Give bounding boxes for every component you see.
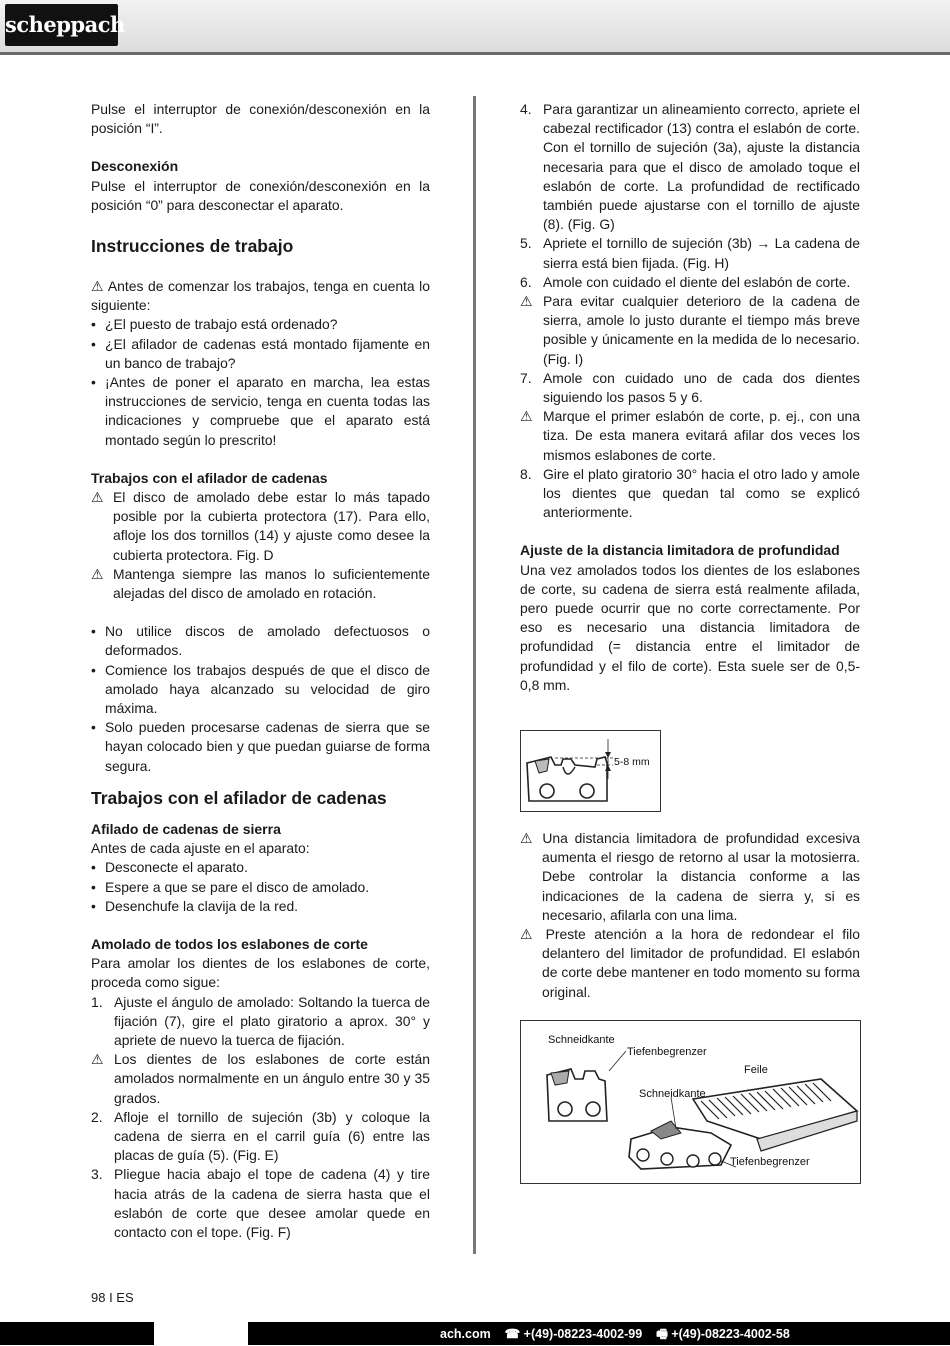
step-text: Amole con cuidado el diente del eslabón de corte. [543,273,851,290]
warning-icon: ⚠ [520,293,533,310]
warning-text: Mantenga siempre las manos lo suficientemente alejadas del disco de amolado en rotación. [113,565,430,602]
warning-text: Marque el primer eslabón de corte, p. ej., con una tiza. De esta manera evitará afilar dos veces los mismos eslabones de corte. [543,408,860,463]
step-text: Ajuste el ángulo de amolado: Soltando la tuerca de fijación (7), gire el plato giratorio a aprox. 30° y apriete de nuevo la tuerca de fijación. [114,993,430,1048]
page-header [0,0,950,55]
footer-white-block [154,1322,248,1345]
step-text: Afloje el tornillo de sujeción (3b) y coloque la cadena de sierra en el carril guía (6) entre las placas de guía (5). (Fig. E) [114,1108,430,1164]
warning-block [91,488,430,565]
file-sharpening-figure [520,1020,861,1184]
bullet-list [91,622,430,776]
heading-trabajos-afilador: Trabajos con el afilador de cadenas [91,787,387,808]
right-column [520,100,860,695]
fig-label-tiefenbegrenzer-1: Tiefenbegrenzer [627,1046,707,1058]
fig-label-feile: Feile [744,1064,768,1076]
step-item [91,1165,430,1242]
paragraph: Antes de cada ajuste en el aparato: [91,840,310,857]
step-number: 1. [91,993,103,1010]
warning-block [520,925,860,1002]
step-item [91,1108,430,1166]
step-text: Pliegue hacia abajo el tope de cadena (4) y tire hacia atrás de la cadena de sierra hasta que el eslabón de corte que desee amolar quede en contacto con el tope. (Fig. F) [114,1166,430,1240]
warning-icon: ⚠ [520,830,543,846]
step-number: 6. [520,273,532,290]
column-divider [473,96,476,1254]
heading-afilado: Afilado de cadenas de sierra [91,820,281,837]
step-text: Amole con cuidado uno de cada dos dientes siguiendo los pasos 5 y 6. [543,369,860,406]
warning-text: Los dientes de los eslabones de corte están amolados normalmente en un ángulo entre 30 y 35 grados. [114,1051,430,1106]
paragraph: Una vez amolados todos los dientes de los eslabones de corte, su cadena de sierra está realmente afilada, pero puede ocurrir que no corte correctamente. Por eso es necesario una distancia limitadora de profundidad (= distancia entre el limitador de profundidad y el filo de corte). Esta suele ser de 0,5-0,8 mm. [520,561,860,693]
warning-intro-text: Antes de comenzar los trabajos, tenga en cuenta lo siguiente: [91,278,430,314]
list-item: • Espere a que se pare el disco de amolado. [91,878,430,897]
step-item [520,100,860,234]
step-number: 5. [520,235,532,252]
step-item [520,273,860,292]
step-item [520,465,860,523]
step-number: 8. [520,465,532,482]
step-number: 4. [520,101,532,117]
prep-list [91,858,430,916]
list-item: • ¿El puesto de trabajo está ordenado? [91,315,430,334]
left-column [91,100,430,1242]
list-item: • ¿El afilador de cadenas está montado fijamente en un banco de trabajo? [91,335,430,373]
page-number: 98 I ES [91,1290,134,1305]
heading-instrucciones: Instrucciones de trabajo [91,236,294,257]
warning-block [91,1050,430,1108]
warning-icon: ⚠ [91,278,108,295]
warning-text: Para evitar cualquier deterioro de la cadena de sierra, amole lo justo durante el tiempo más breve posible y únicamente en la medida de lo necesario. (Fig. I) [543,293,860,367]
fig-label-schneidkante-2: Schneidkante [639,1088,706,1100]
warning-icon: ⚠ [91,1051,104,1068]
step-number: 7. [520,369,532,386]
gauge-label: 5-8 mm [614,756,650,768]
warning-icon: ⚠ [91,565,104,582]
step-number: 2. [91,1108,103,1125]
list-item: • No utilice discos de amolado defectuosos o deformados. [91,622,430,660]
list-item: • Solo pueden procesarse cadenas de sierra que se hayan colocado bien y que puedan guiarse de forma segura. [91,718,430,776]
list-item: • Comience los trabajos después de que el disco de amolado haya alcanzado su velocidad de giro máxima. [91,661,430,719]
step-text: Para garantizar un alineamiento correcto, apriete el cabezal rectificador (13) contra el eslabón de corte. Con el tornillo de sujeción (3a), ajuste la distancia necesaria para que el disco de amolado toque el eslabón de corte. La profundidad de rectificado también puede ajustarse con el tornillo de ajuste (8). (Fig. G) [543,101,860,233]
warning-icon: ⚠ [520,408,533,425]
depth-gauge-figure [520,730,661,812]
checklist [91,315,430,449]
warning-intro [91,277,430,315]
warning-text: Una distancia limitadora de profundidad excesiva aumenta el riesgo de retorno al usar la motosierra. Debe controlar la distancia conforme a las indicaciones de la cadena de sierra y, si es necesario, afilarla con una lima. [542,830,860,923]
footer-contact [440,1325,790,1346]
page-footer [0,1322,950,1345]
heading-ajuste: Ajuste de la distancia limitadora de profundidad [520,542,840,559]
warning-block [520,407,860,465]
footer-phone: ☎ +(49)-08223-4002-99 [504,1327,643,1341]
fig-label-schneidkante-1: Schneidkante [548,1034,615,1046]
heading-desconexion: Desconexión [91,158,179,175]
right-column-lower [520,829,860,1002]
step-number: 3. [91,1166,103,1183]
brand-logo: scheppach [5,4,118,46]
fig-label-tiefenbegrenzer-2: Tiefenbegrenzer [730,1156,810,1168]
paragraph: Pulse el interruptor de conexión/desconexión en la posición “0” para desconectar el aparato. [91,177,430,213]
heading-amolado: Amolado de todos los eslabones de corte [91,935,368,952]
step-text: Gire el plato giratorio 30° hacia el otro lado y amole los dientes que quedan tal como se explicó anteriormente. [543,465,860,521]
footer-web: ach.com [440,1327,491,1341]
step-text: Apriete el tornillo de sujeción (3b) → La cadena de sierra está bien fijada. (Fig. H) [543,235,860,271]
warning-text: Preste atención a la hora de redondear el filo delantero del limitador de profundidad. El eslabón de corte debe mantener en todo momento su forma original. [542,926,860,1000]
warning-icon: ⚠ [91,489,104,506]
paragraph: Pulse el interruptor de conexión/desconexión en la posición “I”. [91,101,430,137]
warning-block [520,292,860,369]
warning-text: El disco de amolado debe estar lo más tapado posible por la cubierta protectora (17). Para ello, afloje los dos tornillos (14) y ajuste como desee la cubierta protectora. Fig. D [113,489,430,563]
footer-fax: 🖷 +(49)-08223-4002-58 [656,1327,790,1341]
list-item: • Desenchufe la clavija de la red. [91,897,430,916]
step-item [91,993,430,1051]
heading-trabajos: Trabajos con el afilador de cadenas [91,469,328,486]
step-item [520,234,860,272]
paragraph: Para amolar los dientes de los eslabones de corte, proceda como sigue: [91,955,430,991]
warning-block [91,565,430,603]
list-item: • ¡Antes de poner el aparato en marcha, lea estas instrucciones de servicio, tenga en cuenta todas las indicaciones y compruebe que el aparato está montado según lo prescrito! [91,373,430,450]
step-item [520,369,860,407]
warning-icon: ⚠ [520,926,546,943]
list-item: • Desconecte el aparato. [91,858,430,877]
warning-block [520,829,860,925]
